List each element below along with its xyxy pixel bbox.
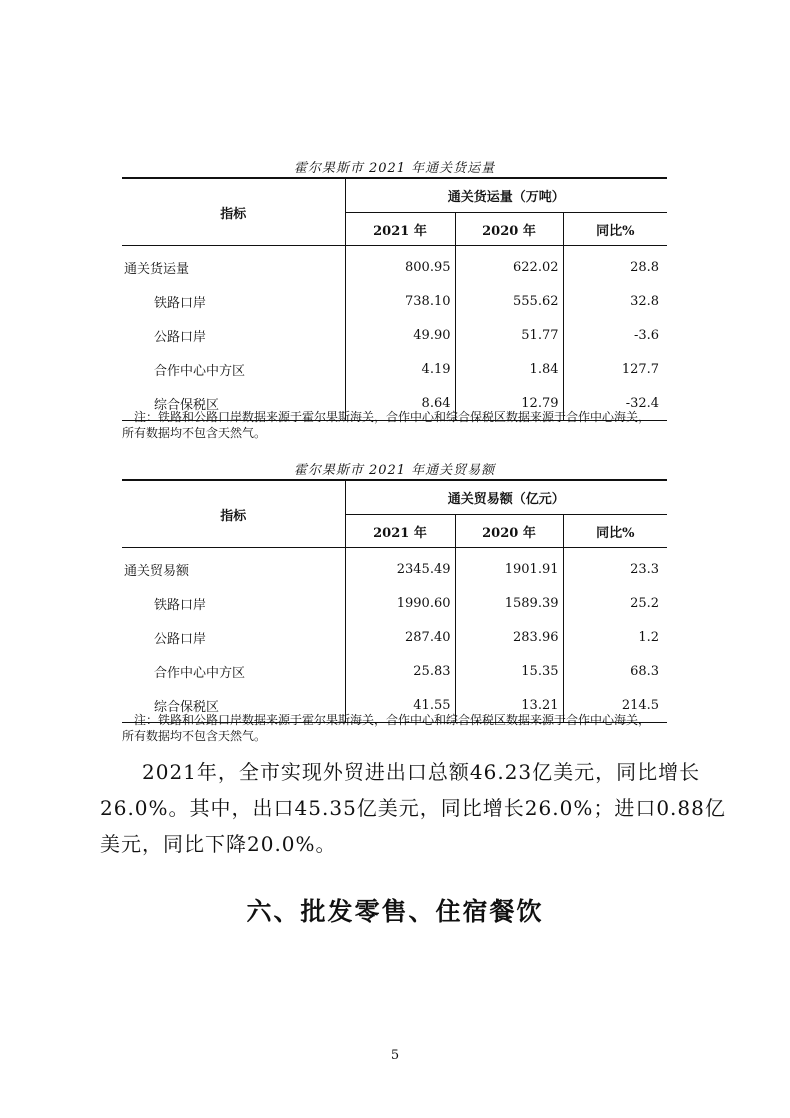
- row-label: 合作中心中方区: [122, 352, 345, 386]
- value-2021: 41.55: [345, 688, 455, 723]
- table1: [122, 177, 667, 421]
- value-yoy: 214.5: [563, 688, 667, 723]
- table-row: [122, 548, 667, 587]
- table2-col-yoy: 同比%: [563, 515, 667, 548]
- section-heading: 六、批发零售、住宿餐饮: [246, 897, 544, 926]
- row-label: 综合保税区: [122, 386, 345, 421]
- value-yoy: 127.7: [621, 361, 660, 377]
- table1-note: [122, 409, 682, 441]
- value-yoy: 28.8: [630, 259, 660, 275]
- table2: [122, 479, 667, 723]
- paragraph-line: 26.0%。其中，出口45.35亿美元，同比增长26.0%；进口0.88亿: [100, 796, 726, 820]
- row-label: 综合保税区: [122, 688, 345, 723]
- table2-col-2020: 2020 年: [455, 515, 563, 548]
- value-yoy: 25.2: [630, 595, 660, 611]
- value-2021: 8.64: [345, 386, 455, 421]
- value-2020: 1901.91: [455, 548, 563, 587]
- value-2020: 1.84: [455, 352, 563, 386]
- table2-note: [122, 712, 682, 744]
- table2-group-header: 通关贸易额（亿元）: [345, 480, 667, 515]
- table-row: [122, 352, 667, 386]
- row-label: 合作中心中方区: [122, 654, 345, 688]
- trade-paragraph: [100, 754, 726, 862]
- value-2021: 2345.49: [345, 548, 455, 587]
- note-line: 所有数据均不包含天然气。: [122, 426, 267, 440]
- value-yoy: 68.3: [630, 663, 660, 679]
- row-label: 铁路口岸: [122, 586, 345, 620]
- value-2020: 51.77: [455, 318, 563, 352]
- table-row: [122, 654, 667, 688]
- table-row: [122, 284, 667, 318]
- row-label: 通关货运量: [122, 246, 345, 285]
- value-2021: 4.19: [345, 352, 455, 386]
- value-yoy: -32.4: [563, 386, 667, 421]
- value-yoy: 23.3: [630, 561, 660, 577]
- row-label: 公路口岸: [122, 620, 345, 654]
- value-2021: 738.10: [345, 284, 455, 318]
- value-2021: 287.40: [345, 620, 455, 654]
- table1-col-2020: 2020 年: [455, 213, 563, 246]
- note-line: 注：铁路和公路口岸数据来源于霍尔果斯海关，合作中心和综合保税区数据来源于合作中心海关，: [134, 713, 651, 727]
- table-row: [122, 620, 667, 654]
- value-2020: 1589.39: [455, 586, 563, 620]
- paragraph-line: 2021年，全市实现外贸进出口总额46.23亿美元，同比增长: [142, 760, 701, 784]
- row-label: 公路口岸: [122, 318, 345, 352]
- row-label: 铁路口岸: [122, 284, 345, 318]
- table-row: [122, 586, 667, 620]
- table-row: [122, 318, 667, 352]
- value-yoy: 1.2: [638, 629, 660, 645]
- value-yoy: -3.6: [633, 327, 660, 343]
- value-2020: 12.79: [455, 386, 563, 421]
- page-number: 5: [390, 1048, 400, 1063]
- table1-title: 霍尔果斯市 2021 年通关货运量: [293, 161, 496, 176]
- value-2020: 15.35: [455, 654, 563, 688]
- value-2021: 49.90: [345, 318, 455, 352]
- table1-col-2021: 2021 年: [345, 213, 455, 246]
- note-line: 注：铁路和公路口岸数据来源于霍尔果斯海关，合作中心和综合保税区数据来源于合作中心海关，: [134, 410, 651, 424]
- value-yoy: 32.8: [630, 293, 660, 309]
- table2-indicator-header: 指标: [122, 480, 345, 548]
- table1-col-yoy: 同比%: [563, 213, 667, 246]
- value-2020: 13.21: [455, 688, 563, 723]
- table2-col-2021: 2021 年: [345, 515, 455, 548]
- note-line: 所有数据均不包含天然气。: [122, 729, 267, 743]
- paragraph-line: 美元，同比下降20.0%。: [100, 832, 337, 856]
- table2-title: 霍尔果斯市 2021 年通关贸易额: [293, 463, 496, 478]
- table1-group-header: 通关货运量（万吨）: [345, 178, 667, 213]
- value-2021: 25.83: [345, 654, 455, 688]
- value-2020: 622.02: [455, 246, 563, 285]
- value-2021: 1990.60: [345, 586, 455, 620]
- table1-indicator-header: 指标: [122, 178, 345, 246]
- value-2020: 283.96: [455, 620, 563, 654]
- value-2021: 800.95: [345, 246, 455, 285]
- value-2020: 555.62: [455, 284, 563, 318]
- row-label: 通关贸易额: [122, 548, 345, 587]
- table-row: [122, 246, 667, 285]
